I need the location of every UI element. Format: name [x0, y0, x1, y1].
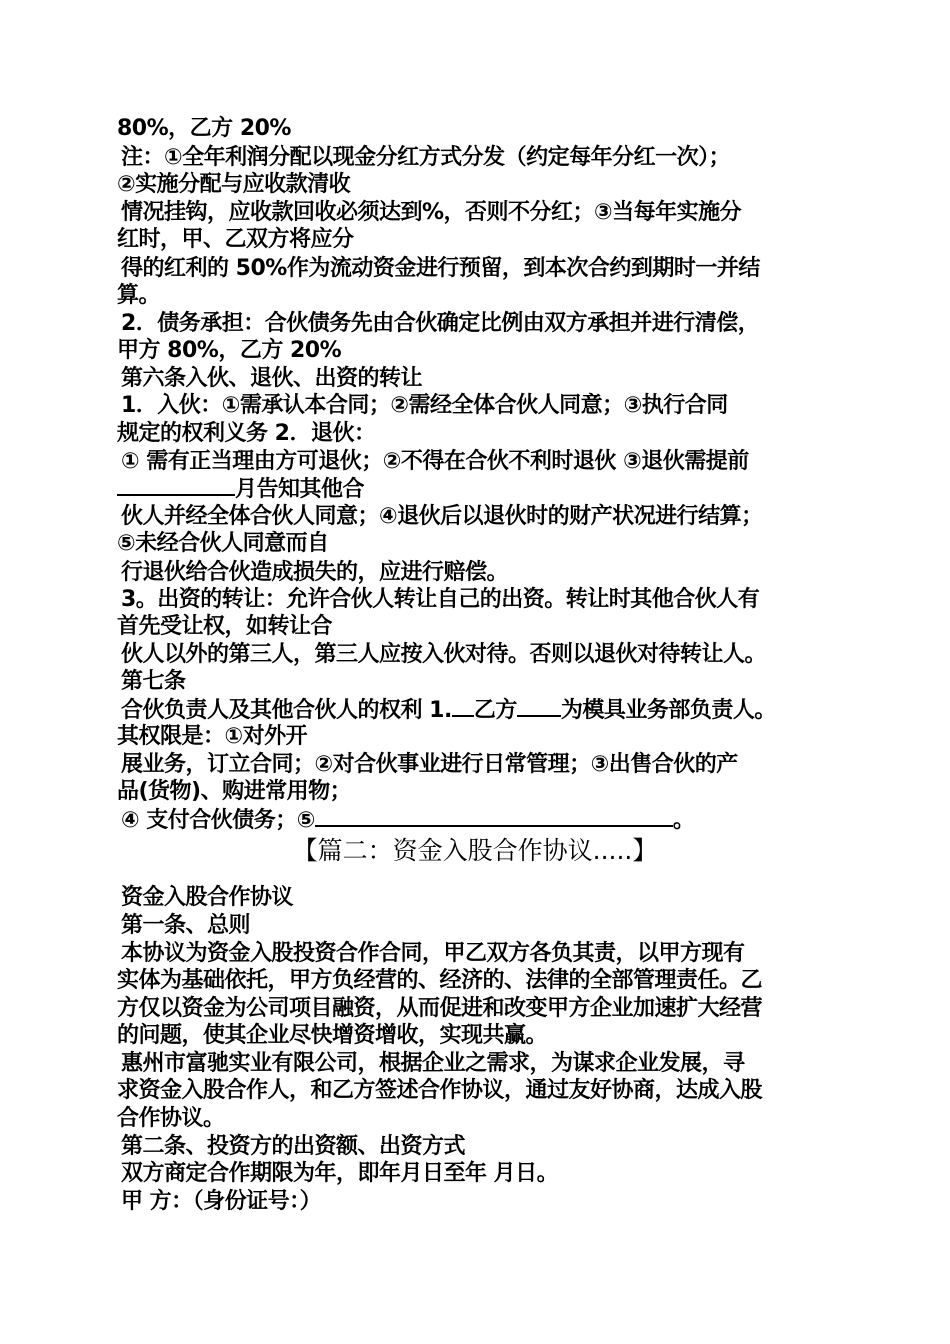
fill-in-blank: [315, 807, 673, 827]
fill-in-blank: [117, 476, 235, 496]
article-heading: 第一条、总则: [121, 913, 251, 938]
text-line: 双方商定合作期限为年，即年月日至年 月日。: [121, 1161, 559, 1186]
text-line: 算。: [117, 283, 161, 308]
text-line: ① 需有正当理由方可退伙；②不得在合伙不利时退伙 ③退伙需提前: [121, 449, 749, 474]
text-line: 首先受让权，如转让合: [117, 614, 333, 639]
text-line: 注：①全年利润分配以现金分红方式分发（约定每年分红一次）；: [121, 145, 731, 170]
section-title: 【篇二：资金入股合作协议.....】: [292, 836, 658, 865]
text-line: 实体为基础依托，甲方负经营的、经济的、法律的全部管理责任。乙: [117, 968, 763, 993]
text-line: 惠州市富驰实业有限公司，根据企业之需求，为谋求企业发展，寻: [121, 1051, 745, 1076]
article-heading: 第六条入伙、退伙、出资的转让: [121, 366, 423, 391]
text-line: 伙人并经全体合伙人同意；④退伙后以退伙时的财产状况进行结算；: [121, 504, 763, 529]
text-line: 月告知其他合: [117, 476, 837, 503]
text-line: 品(货物)、购进常用物；: [117, 779, 352, 804]
text-line: 展业务，订立合同；②对合伙事业进行日常管理；③出售合伙的产: [121, 752, 738, 777]
fill-in-blank: [452, 697, 474, 717]
text-line: 其权限是：①对外开: [117, 724, 308, 749]
text-line: 本协议为资金入股投资合作合同，甲乙双方各负其责，以甲方现有: [121, 941, 745, 966]
article-heading: 第二条、投资方的出资额、出资方式: [121, 1134, 466, 1159]
agreement-title: 资金入股合作协议: [121, 885, 294, 910]
text-line: 行退伙给合伙造成损失的，应进行赔偿。: [121, 560, 509, 585]
article-heading: 第七条: [121, 669, 186, 694]
text-line: 方仅以资金为公司项目融资，从而促进和改变甲方企业加速扩大经营: [117, 996, 763, 1021]
text-line: 伙人以外的第三人，第三人应按入伙对待。否则以退伙对待转让人。: [121, 642, 767, 667]
text-line: ⑤未经合伙人同意而自: [117, 531, 329, 556]
text-line: 甲方 80%，乙方 20%: [117, 338, 342, 363]
text-line: 甲 方：（身份证号：）: [121, 1189, 322, 1214]
text-line: 情况挂钩，应收款回收必须达到%，否则不分红；③当每年实施分: [121, 200, 742, 225]
fill-in-blank: [517, 697, 561, 717]
text-line: 红时，甲、乙双方将应分: [117, 227, 354, 252]
text-line: 80%，乙方 20%: [117, 116, 291, 141]
text-line: 规定的权利义务 2．退伙：: [117, 421, 376, 446]
text-line: 的问题，使其企业尽快增资增收，实现共赢。: [117, 1023, 548, 1048]
text-line: 得的红利的 50%作为流动资金进行预留，到本次合约到期时一并结: [121, 256, 760, 281]
text-line: ④ 支付合伙债务；⑤ 。: [121, 808, 695, 833]
text-line: 1．入伙：①需承认本合同；②需经全体合伙人同意；③执行合同: [121, 393, 728, 418]
text-line: 合伙负责人及其他合伙人的权利 1. 乙方 为模具业务部负责人。: [121, 698, 776, 723]
text-line: 3。出资的转让：允许合伙人转让自己的出资。转让时其他合伙人有: [121, 587, 760, 612]
text-line: 合作协议。: [117, 1106, 225, 1131]
text-line: ②实施分配与应收款清收: [117, 172, 351, 197]
text-line: 2．债务承担：合伙债务先由合伙确定比例由双方承担并进行清偿，: [121, 311, 760, 336]
text-line: 求资金入股合作人，和乙方签述合作协议，通过友好协商，达成入股: [117, 1078, 763, 1103]
